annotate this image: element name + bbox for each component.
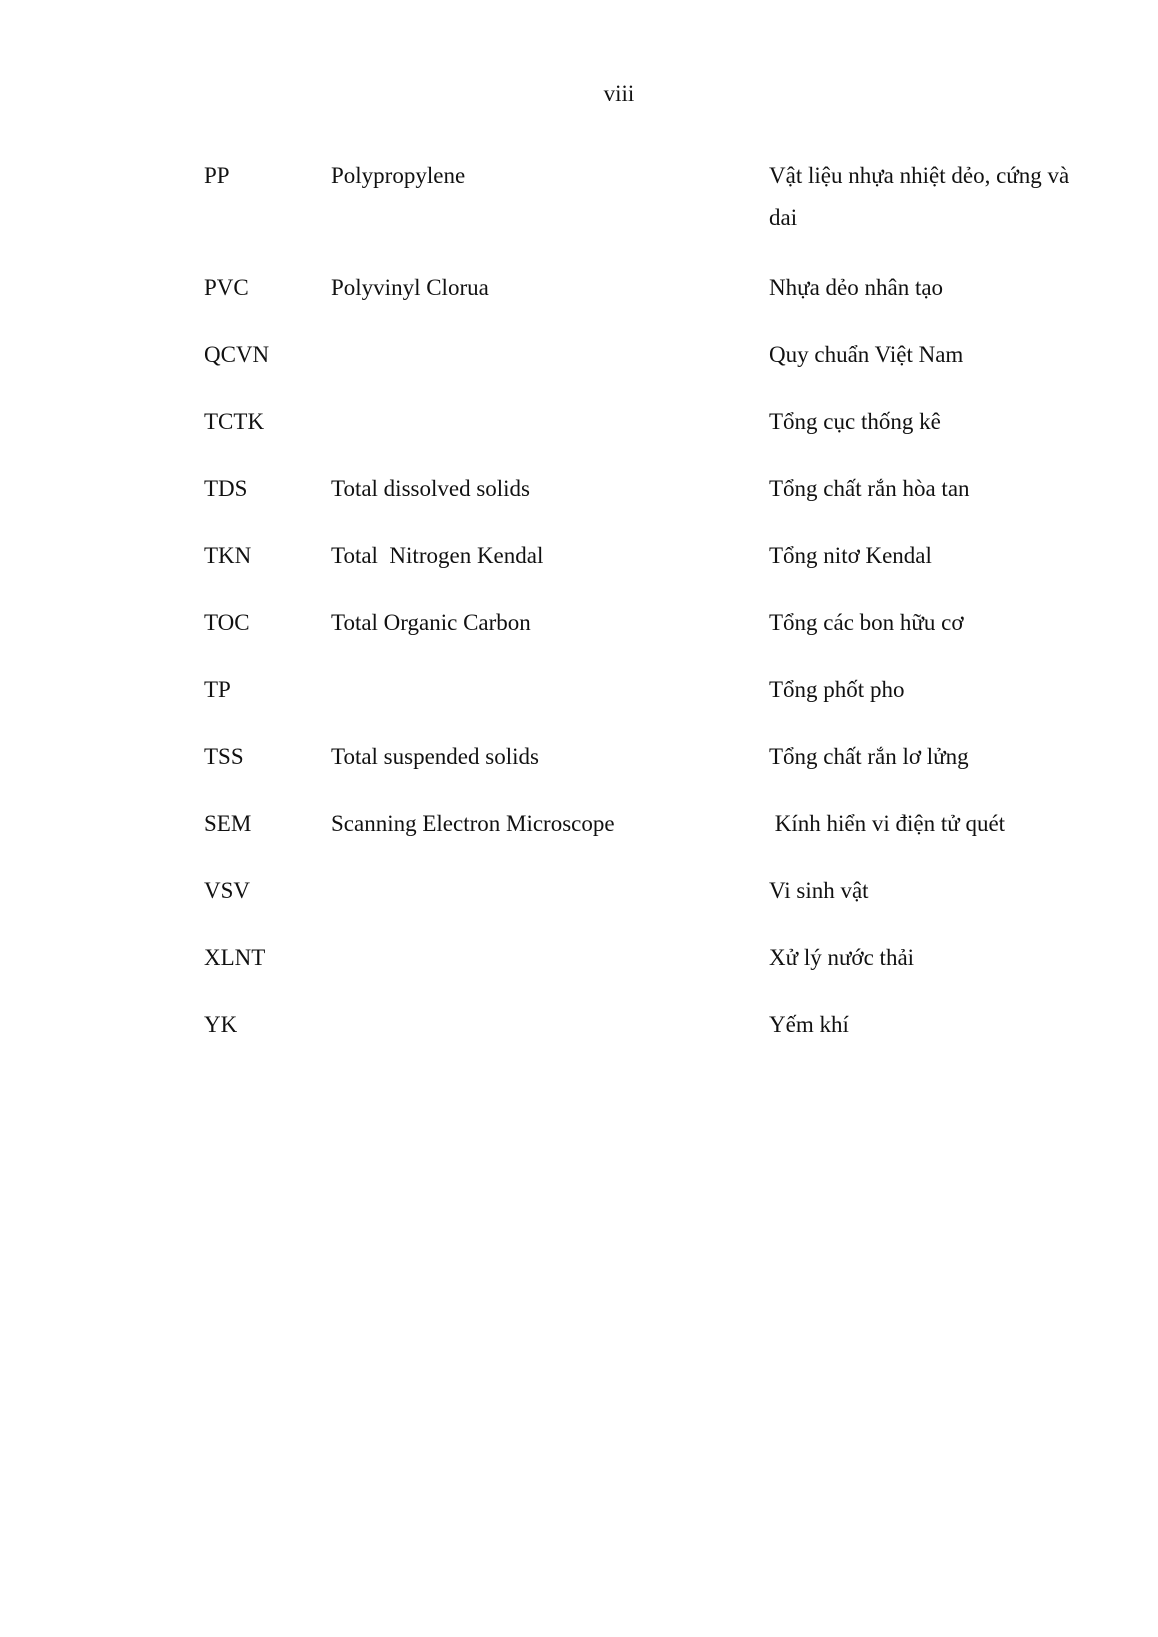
abbreviation: VSV bbox=[204, 878, 251, 903]
english-term: Total suspended solids bbox=[331, 744, 539, 769]
vietnamese-meaning: Nhựa dẻo nhân tạo bbox=[769, 275, 944, 300]
abbreviation: PVC bbox=[204, 275, 249, 300]
abbreviation: SEM bbox=[204, 811, 252, 836]
vietnamese-meaning: Vật liệu nhựa nhiệt dẻo, cứng và dai bbox=[769, 163, 1070, 230]
english-term: Polypropylene bbox=[331, 163, 466, 188]
abbreviation: TCTK bbox=[204, 409, 265, 434]
abbreviation: YK bbox=[204, 1012, 238, 1037]
vietnamese-meaning: Tổng chất rắn lơ lửng bbox=[769, 744, 969, 769]
english-term: Total Nitrogen Kendal bbox=[331, 543, 544, 568]
page-number: viii bbox=[603, 81, 635, 106]
table-row bbox=[204, 803, 1084, 870]
table-row bbox=[204, 535, 1084, 602]
table-row bbox=[204, 468, 1084, 535]
table-row bbox=[204, 401, 1084, 468]
vietnamese-meaning: Yếm khí bbox=[769, 1012, 849, 1037]
abbreviation-table bbox=[204, 155, 1084, 1071]
abbreviation: TP bbox=[204, 677, 231, 702]
english-term: Total Organic Carbon bbox=[331, 610, 531, 635]
table-row bbox=[204, 870, 1084, 937]
table-row bbox=[204, 736, 1084, 803]
vietnamese-meaning: Vi sinh vật bbox=[769, 878, 869, 903]
vietnamese-meaning: Tổng chất rắn hòa tan bbox=[769, 476, 970, 501]
table-row bbox=[204, 267, 1084, 334]
table-row bbox=[204, 937, 1084, 1004]
table-row bbox=[204, 1004, 1084, 1071]
abbreviation: TDS bbox=[204, 476, 248, 501]
abbreviation: TKN bbox=[204, 543, 252, 568]
vietnamese-meaning: Tổng phốt pho bbox=[769, 677, 905, 702]
vietnamese-meaning: Kính hiển vi điện tử quét bbox=[769, 811, 1006, 836]
vietnamese-meaning: Xử lý nước thải bbox=[769, 945, 915, 970]
abbreviation: XLNT bbox=[204, 945, 266, 970]
vietnamese-meaning: Quy chuẩn Việt Nam bbox=[769, 342, 964, 367]
table-row bbox=[204, 669, 1084, 736]
abbreviation: TOC bbox=[204, 610, 250, 635]
table-row bbox=[204, 602, 1084, 669]
vietnamese-meaning: Tổng nitơ Kendal bbox=[769, 543, 932, 568]
vietnamese-meaning: Tổng cục thống kê bbox=[769, 409, 941, 434]
vietnamese-meaning: Tổng các bon hữu cơ bbox=[769, 610, 964, 635]
english-term: Scanning Electron Microscope bbox=[331, 811, 615, 836]
english-term: Total dissolved solids bbox=[331, 476, 531, 501]
english-term: Polyvinyl Clorua bbox=[331, 275, 489, 300]
abbreviation: TSS bbox=[204, 744, 244, 769]
table-row bbox=[204, 155, 1084, 267]
abbreviation: PP bbox=[204, 163, 230, 188]
abbreviation: QCVN bbox=[204, 342, 270, 367]
table-row bbox=[204, 334, 1084, 401]
